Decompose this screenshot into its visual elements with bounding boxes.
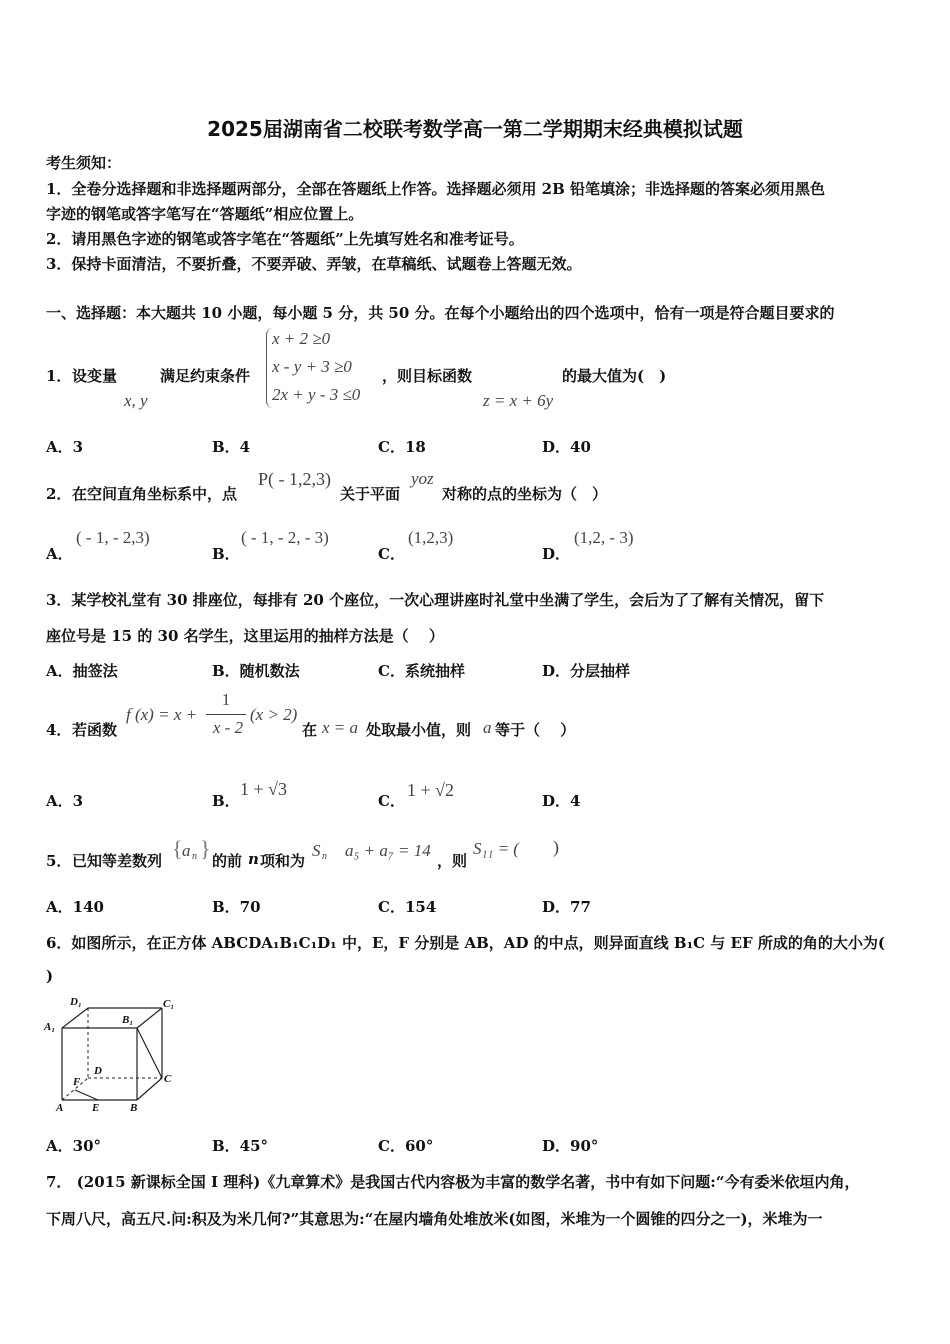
page-title: 2025届湖南省二校联考数学高一第二学期期末经典模拟试题 bbox=[207, 117, 743, 141]
q2-point: P( - 1,2,3) bbox=[258, 469, 331, 489]
q5-text-4: ，则 bbox=[437, 852, 468, 870]
q5-close-paren: ) bbox=[553, 837, 559, 857]
q4-text-3: 处取最小值，则 bbox=[366, 721, 472, 739]
label-F: F bbox=[73, 1076, 81, 1088]
label-D: D bbox=[94, 1065, 102, 1077]
q7-line-2: 下周八尺，高五尺.问:积及为米几何?”其意思为:“在屋内墙角处堆放米(如图，米堆为一个圆锥的四分之一)，米堆为一 bbox=[46, 1210, 823, 1228]
seq-right-brace: } bbox=[200, 836, 211, 861]
notice-line-2: 2．请用黑色字迹的钢笔或答字笔在“答题纸”上先填写姓名和准考证号。 bbox=[46, 230, 524, 248]
q4-text-4: 等于（ ） bbox=[495, 721, 576, 739]
q2-label-c: C． bbox=[378, 545, 405, 563]
q7-line-1: 7． (2015 新课标全国 I 理科)《九章算术》是我国古代内容极为丰富的数学名著，书中有如下问题:“今有委米依垣内角， bbox=[46, 1173, 860, 1191]
q3-option-a: A．抽签法 bbox=[46, 662, 118, 680]
q4-label-b: B． bbox=[212, 792, 240, 810]
q1-text-4: 的最大值为( ) bbox=[562, 367, 667, 385]
q1-text-3: ，则目标函数 bbox=[382, 367, 473, 385]
q5-text-2: 的前 bbox=[212, 852, 243, 870]
q3-option-b: B．随机数法 bbox=[212, 662, 300, 680]
q6-option-c: C．60° bbox=[378, 1137, 434, 1155]
q5-n: n bbox=[248, 850, 259, 868]
q2-option-c: (1,2,3) bbox=[408, 528, 454, 547]
q6-line-2: ) bbox=[46, 967, 54, 985]
q1-option-d: D．40 bbox=[542, 438, 591, 456]
q4-option-b: 1 + √3 bbox=[240, 779, 288, 799]
q4-condition: (x > 2) bbox=[250, 705, 298, 724]
q4-x-equals-a: x = a bbox=[322, 718, 359, 737]
q4-function: f (x) = x + bbox=[126, 705, 198, 724]
fraction-bar bbox=[206, 714, 246, 715]
q1-constraint-3: 2x + y - 3 ≤0 bbox=[272, 385, 361, 404]
q6-option-b: B．45° bbox=[212, 1137, 269, 1155]
q3-line-2: 座位号是 15 的 30 名学生，这里运用的抽样方法是（ ） bbox=[46, 627, 444, 645]
edge-A1D1 bbox=[62, 1008, 88, 1028]
q5-option-d: D．77 bbox=[542, 898, 591, 916]
q2-number: 2． bbox=[46, 485, 72, 503]
q4-number: 4． bbox=[46, 721, 72, 739]
q1-variables: x, y bbox=[124, 391, 148, 410]
q4-option-a: A．3 bbox=[46, 792, 84, 810]
q1-objective: z = x + 6y bbox=[483, 391, 554, 410]
notice-line-3: 3．保持卡面清洁，不要折叠，不要弄破、弄皱，在草稿纸、试题卷上答题无效。 bbox=[46, 255, 582, 273]
q5-sn: S bbox=[312, 841, 321, 860]
notice-line-1b: 字迹的钢笔或答字笔写在“答题纸”相应位置上。 bbox=[46, 205, 364, 223]
q4-text-1: 若函数 bbox=[72, 721, 118, 739]
label-B1: B₁ bbox=[122, 1014, 134, 1026]
q2-label-a: A． bbox=[46, 545, 73, 563]
q5-option-c: C．154 bbox=[378, 898, 437, 916]
edge-BC bbox=[137, 1078, 162, 1100]
q4-numerator: 1 bbox=[221, 690, 231, 709]
q4-label-c: C． bbox=[378, 792, 405, 810]
q5-sequence-sub: n bbox=[192, 851, 197, 862]
q1-constraint-2: x - y + 3 ≥0 bbox=[272, 357, 352, 376]
q2-label-d: D． bbox=[542, 545, 571, 563]
q5-sn-sub: n bbox=[322, 851, 327, 862]
q1-number: 1． bbox=[46, 367, 72, 385]
q6-option-a: A．30° bbox=[46, 1137, 102, 1155]
q3-option-c: C．系统抽样 bbox=[378, 662, 465, 680]
q6-option-d: D．90° bbox=[542, 1137, 599, 1155]
q5-text-3: 项和为 bbox=[260, 852, 306, 870]
line-EF bbox=[75, 1090, 98, 1100]
q5-number: 5． bbox=[46, 852, 72, 870]
q4-option-c: 1 + √2 bbox=[407, 780, 455, 800]
q5-condition: a₅ + a₇ = 14 bbox=[345, 841, 431, 860]
q3-line-1: 3．某学校礼堂有 30 排座位，每排有 20 个座位，一次心理讲座时礼堂中坐满了学生，会后为了了解有关情况，留下 bbox=[46, 591, 825, 609]
seq-left-brace: { bbox=[172, 836, 183, 861]
label-A1: A₁ bbox=[44, 1021, 56, 1033]
q5-sequence: a bbox=[182, 841, 191, 860]
label-B: B bbox=[130, 1102, 138, 1114]
q1-option-b: B．4 bbox=[212, 438, 251, 456]
q5-text-1: 已知等差数列 bbox=[72, 852, 163, 870]
q2-text-2: 关于平面 bbox=[340, 485, 401, 503]
q2-text-1: 在空间直角坐标系中，点 bbox=[72, 485, 238, 503]
q3-option-d: D．分层抽样 bbox=[542, 662, 631, 680]
q2-label-b: B． bbox=[212, 545, 240, 563]
edge-B1C1 bbox=[137, 1008, 162, 1028]
notice-line-1a: 1．全卷分选择题和非选择题两部分，全部在答题纸上作答。选择题必须用 2B 铅笔填涂；非选择题的答案必须用黑色 bbox=[46, 180, 826, 198]
q6-line-1: 6．如图所示，在正方体 ABCDA₁B₁C₁D₁ 中，E，F 分别是 AB，AD 的中点，则异面直线 B₁C 与 EF 所成的角的大小为( bbox=[46, 934, 885, 952]
q2-plane: yoz bbox=[411, 469, 434, 488]
q1-text-2: 满足约束条件 bbox=[160, 367, 251, 385]
label-D1: D₁ bbox=[70, 996, 82, 1008]
label-A: A bbox=[56, 1102, 64, 1114]
q4-text-2: 在 bbox=[302, 721, 318, 739]
notice-header: 考生须知： bbox=[46, 154, 122, 172]
q5-option-b: B．70 bbox=[212, 898, 261, 916]
q2-text-3: 对称的点的坐标为（ ） bbox=[442, 485, 608, 503]
q1-option-c: C．18 bbox=[378, 438, 426, 456]
label-E: E bbox=[92, 1102, 100, 1114]
label-C1: C₁ bbox=[163, 998, 175, 1010]
q1-text-1: 设变量 bbox=[72, 367, 118, 385]
q2-option-d: (1,2, - 3) bbox=[574, 528, 634, 547]
section-heading: 一、选择题：本大题共 10 小题，每小题 5 分，共 50 分。在每个小题给出的四个选项中，恰有一项是符合题目要求的 bbox=[46, 304, 835, 322]
q2-option-a: ( - 1, - 2,3) bbox=[76, 528, 150, 547]
q5-option-a: A．140 bbox=[46, 898, 104, 916]
q4-option-d: D．4 bbox=[542, 792, 581, 810]
cube-figure bbox=[40, 994, 190, 1120]
line-B1C bbox=[137, 1028, 162, 1078]
q2-option-b: ( - 1, - 2, - 3) bbox=[241, 528, 329, 547]
q1-option-a: A．3 bbox=[46, 438, 84, 456]
q4-denominator: x - 2 bbox=[212, 718, 244, 737]
q4-a: a bbox=[483, 718, 492, 737]
q5-s11: S₁₁ = ( bbox=[473, 839, 519, 858]
q1-constraint-1: x + 2 ≥0 bbox=[272, 329, 331, 348]
label-C: C bbox=[164, 1073, 172, 1085]
